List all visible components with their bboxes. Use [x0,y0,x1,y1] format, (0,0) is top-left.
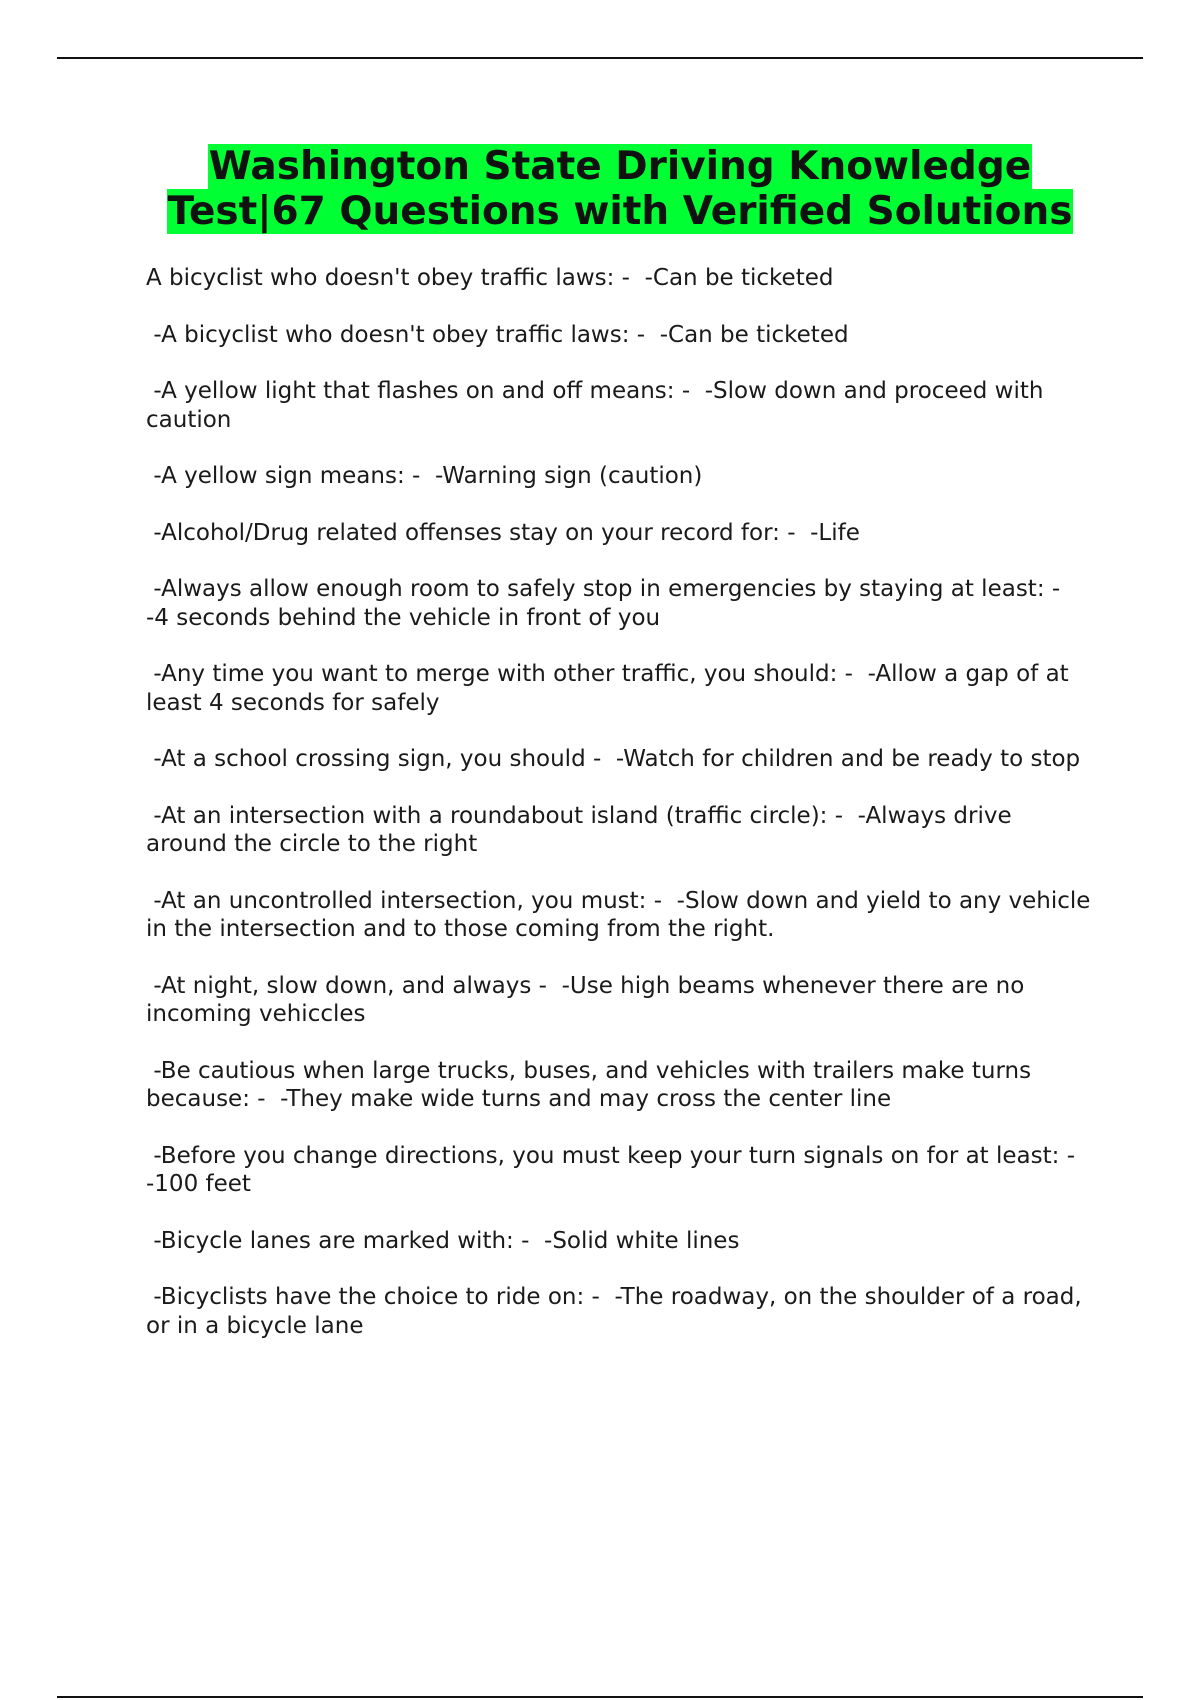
qa-item: -A yellow light that flashes on and off means: - -Slow down and proceed with caution [146,378,1051,433]
qa-item: -A yellow sign means: - -Warning sign (caution) [146,463,703,489]
title-line-1: Washington State Driving Knowledge [208,144,1032,189]
question-list [146,264,1096,1368]
qa-item: -At a school crossing sign, you should - -Watch for children and be ready to stop [146,746,1081,772]
qa-item: A bicyclist who doesn't obey traffic laws: - -Can be ticketed [146,265,834,291]
qa-item: -Alcohol/Drug related offenses stay on your record for: - -Life [146,519,860,546]
bottom-rule [57,1696,1143,1698]
qa-item: -At an intersection with a roundabout island (traffic circle): - -Always drive around the circle to the right [146,802,1019,857]
qa-item: -Before you change directions, you must keep your turn signals on for at least: - -100 feet [146,1142,1090,1197]
qa-item: -Always allow enough room to safely stop in emergencies by staying at least: - -4 seconds behind the vehicle in front of you [146,576,1075,631]
qa-item: -Any time you want to merge with other traffic, you should: - -Allow a gap of at least 4 seconds for safely [146,661,1076,716]
qa-item: -Bicyclists have the choice to ride on: - -The roadway, on the shoulder of a road, or in a bicycle lane [146,1284,1089,1339]
qa-item: -At an uncontrolled intersection, you must: - -Slow down and yield to any vehicle in the intersection and to those coming from the right. [146,887,1098,942]
title-line-2: Test|67 Questions with Verified Solutions [167,189,1073,234]
qa-item: -At night, slow down, and always - -Use high beams whenever there are no incoming vehiccles [146,972,1032,1027]
qa-item: -Bicycle lanes are marked with: - -Solid white lines [146,1227,740,1254]
top-rule [57,57,1143,59]
qa-item: -A bicyclist who doesn't obey traffic laws: - -Can be ticketed [146,321,849,348]
qa-item: -Be cautious when large trucks, buses, and vehicles with trailers make turns because: - -They make wide turns and may cross the center line [146,1057,1039,1112]
document-title [140,144,1100,234]
